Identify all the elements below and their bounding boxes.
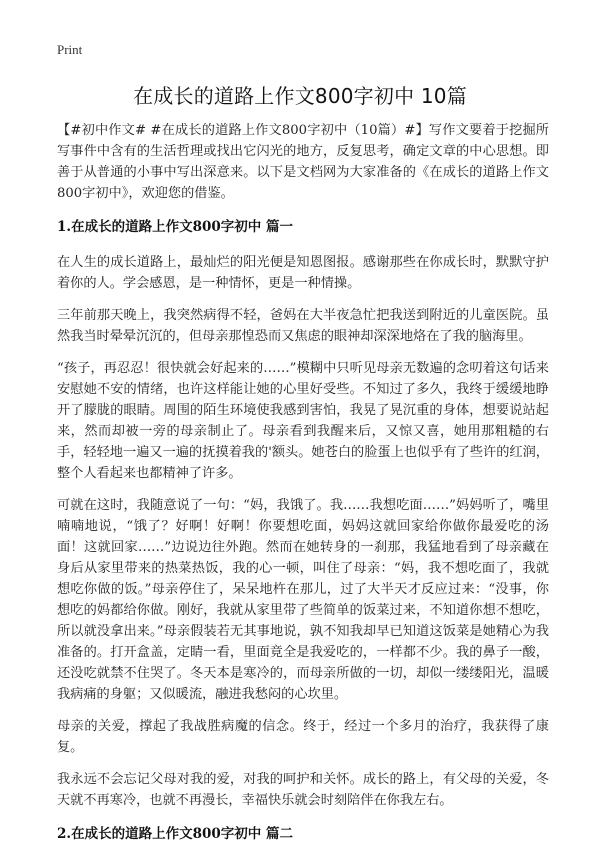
page-title: 在成长的道路上作文800字初中 10篇 (133, 84, 467, 108)
print-label: Print (57, 42, 83, 57)
article-body (57, 120, 549, 859)
section1-paragraph-2: 三年前那天晚上，我突然病得不轻，爸妈在大半夜急忙把我送到附近的儿童医院。虽然我当时晕晕沉沉的，但母亲那惶恐而又焦虑的眼神却深深地烙在了我的脑海里。 (57, 308, 549, 344)
section1-paragraph-1: 在人生的成长道路上，最灿烂的阳光便是知恩图报。感谢那些在你成长时，默默守护着你的人。学会感恩，是一种情怀，更是一种情操。 (57, 255, 549, 291)
section1-paragraph-6: 我永远不会忘记父母对我的爱，对我的呵护和关怀。成长的路上，有父母的关爱，冬天就不再寒冷，也就不再漫长，幸福快乐就会时刻陪伴在你我左右。 (57, 772, 549, 808)
section-heading-2: 2.在成长的道路上作文800字初中 篇二 (57, 826, 293, 842)
intro-paragraph: 【#初中作文# #在成长的道路上作文800字初中（10篇）#】写作文要着于挖掘所写事件中含有的生活哲理或找出它闪光的地方，反复思考，确定文章的中心思想。即善于从普通的小事中写出深意来。以下是文档网为大家准备的《在成长的道路上作文800字初中》，欢迎您的借鉴。 (57, 123, 549, 201)
section1-paragraph-5: 母亲的关爱，撑起了我战胜病魔的信念。终于，经过一个多月的治疗，我获得了康复。 (57, 719, 549, 755)
section1-paragraph-3: “孩子，再忍忍！很快就会好起来的……”模糊中只听见母亲无数遍的念叨着这句话来安慰她不安的情绪，也许这样能让她的心里好受些。不知过了多久，我终于缓缓地睁开了朦胧的眼睛。周围的陌生环境使我感到害怕，我晃了晃沉重的身体，想要说站起来，然而却被一旁的母亲制止了。母亲看到我醒来后，又惊又喜，她用那粗糙的右手，轻轻地一遍又一遍的抚摸着我的'额头。她苍白的脸蛋上也似乎有了些许的红润，整个人看起来也都精神了许多。 (57, 361, 549, 481)
section1-paragraph-4: 可就在这时，我随意说了一句：“妈，我饿了。我……我想吃面……”妈妈听了，嘴里喃喃地说，“饿了？好啊！好啊！你要想吃面，妈妈这就回家给你做你最爱吃的汤面！这就回家……”边说边往外跑。然而在她转身的一刹那，我猛地看到了母亲藏在身后从家里带来的热菜热饭，我的心一顿，叫住了母亲：“妈，我不想吃面了，我就想吃你做的饭。”母亲停住了，呆呆地杵在那儿，过了大半天才反应过来：“没事，你想吃的妈都给你做。刚好，我就从家里带了些简单的饭菜过来，不知道你想不想吃，所以就没拿出来。”母亲假装若无其事地说，孰不知我却早已知道这饭菜是她精心为我准备的。打开盒盖，定睛一看，里面竟全是我爱吃的，一样都不少。我的鼻子一酸，还没吃就禁不住哭了。冬天本是寒冷的，而母亲所做的一切，却似一缕缕阳光，温暖我病痛的身躯；又似暖流，融进我愁闷的心坎里。 (57, 498, 549, 702)
section-heading-1: 1.在成长的道路上作文800字初中 篇一 (57, 219, 293, 235)
